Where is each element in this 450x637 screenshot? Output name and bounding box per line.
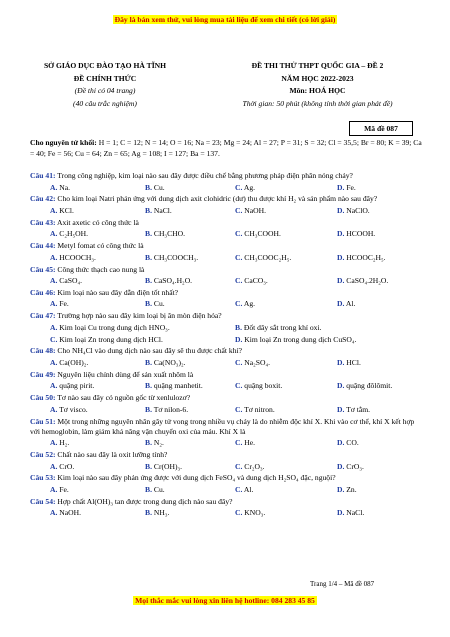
option-key: A. [50, 404, 58, 414]
answer-option[interactable] [50, 381, 94, 391]
option-key: D. [337, 508, 345, 518]
option-key: D. [337, 404, 345, 414]
option-key: B. [145, 299, 152, 309]
answer-option[interactable] [235, 299, 255, 309]
question-text: Tơ nào sau đây có nguồn gốc từ xenlulozơ? [55, 393, 191, 403]
option-key: A. [50, 252, 58, 262]
question-list [30, 171, 422, 520]
answer-option[interactable] [337, 358, 361, 368]
option-key: A. [50, 461, 58, 471]
option-text: NaCl. [346, 508, 365, 518]
option-text: Ag. [243, 299, 256, 309]
option-key: B. [145, 205, 152, 215]
question-number: Câu 51: [30, 416, 56, 426]
option-key: D. [337, 438, 345, 448]
question-stem [30, 288, 422, 298]
answer-option[interactable] [50, 229, 88, 239]
answer-option[interactable] [145, 462, 182, 472]
exam-title: ĐỀ THI THỬ THPT QUỐC GIA – ĐỀ 2 [251, 61, 384, 70]
answer-options [50, 405, 422, 415]
option-key: D. [337, 299, 345, 309]
answer-option[interactable] [145, 438, 164, 448]
option-text: Đốt dây sắt trong khí oxi. [243, 322, 322, 332]
option-text: HCOOCH₃. [59, 252, 96, 262]
answer-option[interactable] [235, 462, 265, 472]
question-number: Câu 52: [30, 449, 56, 459]
option-key: B. [145, 484, 152, 494]
option-text: NH₃. [153, 508, 170, 518]
answer-option[interactable] [235, 405, 275, 415]
option-key: D. [235, 334, 243, 344]
option-key: A. [50, 484, 58, 494]
option-key: C. [235, 299, 243, 309]
option-key: D. [337, 182, 345, 192]
question-text: Một trong những nguyên nhân gây tử vong trong nhiều vụ cháy là do nhiễm độc khí X. Khi vào cơ thể, khí X kết hợp với hemoglobin, làm giảm khả năng vận chuyển oxi của máu. Khí X là [30, 416, 415, 436]
option-key: B. [145, 358, 152, 367]
option-key: D. [337, 461, 345, 471]
answer-option[interactable] [50, 508, 81, 518]
option-key: D. [337, 252, 345, 262]
answer-option[interactable] [337, 508, 364, 518]
subject: Môn: HOÁ HỌC [289, 86, 346, 95]
answer-option[interactable] [235, 276, 268, 286]
atomic-masses-text: H = 1; C = 12; N = 14; O = 16; Na = 23; Mg = 24; Al = 27; P = 31; S = 32; Cl = 35,5; Br = 80; K = 39; Ca = 40; Fe = 56; Cu = 64; Zn = 65; Ag = 108; I = 127; Ba = 137. [30, 138, 422, 158]
question-stem [30, 218, 422, 228]
atomic-masses-label: Cho nguyên tử khối: [30, 138, 97, 147]
option-text: KCl. [59, 205, 74, 215]
option-text: Cu. [153, 299, 165, 309]
answer-options [50, 438, 422, 448]
answer-option[interactable] [235, 183, 255, 193]
answer-option[interactable] [50, 335, 163, 345]
answer-option[interactable] [235, 229, 281, 239]
option-text: Tơ tằm. [346, 404, 370, 414]
question-stem [30, 450, 422, 460]
answer-option[interactable] [145, 229, 185, 239]
answer-options [50, 299, 422, 309]
option-text: Ag. [243, 182, 256, 192]
question-stem [30, 311, 422, 321]
answer-options [50, 183, 422, 193]
option-text: quặng pirit. [59, 381, 95, 391]
answer-option[interactable] [50, 358, 88, 368]
question-text: Cho kim loại Natri phản ứng với dung dịch axit clohidric (dư) thu được khí H₂ và sản phẩm nào sau đây? [55, 194, 378, 204]
option-key: B. [145, 182, 152, 192]
option-key: D. [337, 205, 345, 215]
option-text: CH₃CHO. [153, 229, 186, 239]
answer-option[interactable] [337, 438, 359, 448]
option-key: B. [145, 381, 152, 391]
option-text: Fe. [59, 484, 69, 494]
option-key: B. [145, 229, 152, 239]
question-text: Nguyên liệu chính dùng để sản xuất nhôm là [55, 369, 194, 379]
answer-option[interactable] [337, 405, 370, 415]
question-stem [30, 417, 422, 437]
question-stem [30, 393, 422, 403]
question-text: Trường hợp nào sau đây kim loại bị ăn mòn điện hóa? [55, 311, 222, 321]
answer-option[interactable] [145, 405, 188, 415]
answer-options [50, 276, 422, 286]
question-stem [30, 241, 422, 251]
answer-option[interactable] [337, 462, 364, 472]
option-key: B. [145, 438, 152, 448]
option-key: B. [235, 322, 242, 332]
question-number: Câu 45: [30, 264, 56, 274]
option-text: Ca(NO₃)₂. [153, 358, 186, 367]
option-key: A. [50, 299, 58, 309]
answer-option[interactable] [145, 381, 203, 391]
question-text: Hợp chất Al(OH)₃ tan được trong dung dịch nào sau đây? [55, 496, 233, 506]
answer-option[interactable] [235, 335, 356, 345]
option-text: He. [244, 438, 256, 448]
option-text: Zn. [346, 484, 357, 494]
option-text: NaCl. [153, 205, 172, 215]
option-key: A. [50, 205, 58, 215]
question-text: Trong công nghiệp, kim loại nào sau đây được điều chế bằng phương pháp điện phân nóng chảy? [55, 171, 353, 180]
question-text: Kim loại nào sau đây dẫn điện tốt nhất? [55, 287, 179, 297]
option-key: D. [337, 358, 345, 367]
option-text: CaSO₄. [59, 276, 82, 286]
answer-option[interactable] [145, 276, 192, 286]
answer-option[interactable] [145, 508, 169, 518]
option-text: Kim loại Cu trong dung dịch HNO₃. [59, 322, 170, 332]
option-text: KNO₃. [244, 508, 266, 518]
question-stem [30, 473, 422, 483]
answer-option[interactable] [337, 381, 392, 391]
answer-option[interactable] [337, 253, 386, 263]
option-text: Cr(OH)₃. [153, 461, 183, 471]
option-text: Cu. [153, 182, 165, 192]
option-key: A. [50, 508, 58, 518]
option-key: A. [50, 276, 58, 286]
option-text: HCOOH. [346, 229, 376, 239]
question-number: Câu 47: [30, 311, 56, 321]
answer-option[interactable] [235, 358, 270, 368]
answer-option[interactable] [50, 405, 88, 415]
question-number: Câu 48: [30, 346, 56, 356]
answer-options [50, 508, 422, 518]
option-key: C. [235, 381, 243, 391]
option-text: CrO₃. [346, 461, 364, 471]
school-year: NĂM HỌC 2022-2023 [281, 73, 354, 83]
answer-option[interactable] [337, 229, 375, 239]
question-text: Công thức thạch cao nung là [55, 264, 145, 274]
question-count: (40 câu trắc nghiệm) [73, 98, 137, 108]
answer-option[interactable] [337, 276, 388, 286]
answer-option[interactable] [337, 183, 356, 193]
official-label: ĐỀ CHÍNH THỨC [73, 73, 137, 83]
hotline-banner [0, 590, 450, 608]
question-text: Kim loại nào sau đây phản ứng được với dung dịch FeSO₄ và dung dịch H₂SO₄ đặc, nguội? [55, 473, 336, 483]
department-name: SỞ GIÁO DỤC ĐÀO TẠO HÀ TĨNH [43, 61, 167, 70]
answer-option[interactable] [337, 299, 355, 309]
option-text: quặng boxit. [244, 381, 283, 391]
option-key: C. [235, 252, 243, 262]
answer-option[interactable] [337, 485, 357, 495]
question-number: Câu 54: [30, 496, 56, 506]
option-text: NaClO. [346, 205, 370, 215]
question-stem [30, 497, 422, 507]
option-text: Fe. [346, 182, 356, 192]
question-number: Câu 46: [30, 287, 56, 297]
option-text: CO. [346, 438, 359, 448]
option-text: CH₃COOC₂H₅. [244, 252, 292, 262]
option-key: A. [50, 182, 58, 192]
answer-option[interactable] [50, 323, 170, 333]
question-number: Câu 44: [30, 241, 56, 251]
answer-option[interactable] [50, 438, 69, 448]
option-key: C. [235, 404, 243, 414]
answer-option[interactable] [337, 206, 370, 216]
option-text: Tơ nilon-6. [153, 404, 189, 414]
option-key: B. [145, 276, 152, 286]
option-text: C₂H₅OH. [59, 229, 89, 239]
question-stem [30, 346, 422, 356]
page-count: (Đề thi có 04 trang) [74, 86, 136, 95]
option-key: C. [235, 484, 243, 494]
option-text: CaSO₄.H₂O. [153, 276, 193, 286]
answer-options [50, 229, 422, 239]
answer-options [50, 335, 422, 345]
option-key: D. [337, 381, 345, 391]
option-key: A. [50, 381, 58, 391]
time-limit: Thời gian: 50 phút (không tính thời gian phát đề) [242, 98, 393, 108]
hotline-text: Mọi thắc mắc vui lòng xin liên hệ hotline: 084 283 45 85 [135, 596, 315, 605]
question-text: Axit axetic có công thức là [55, 217, 139, 227]
answer-options [50, 462, 422, 472]
question-stem [30, 171, 422, 181]
option-key: A. [50, 358, 58, 367]
answer-option[interactable] [145, 183, 165, 193]
answer-option[interactable] [235, 508, 265, 518]
option-text: CaSO₄.2H₂O. [346, 276, 389, 286]
option-key: D. [337, 484, 345, 494]
question-number: Câu 42: [30, 194, 56, 204]
option-text: Tơ nitron. [244, 404, 275, 414]
question-number: Câu 53: [30, 473, 56, 483]
answer-options [50, 206, 422, 216]
option-key: D. [337, 276, 345, 286]
option-text: Kim loại Zn trong dung dịch HCl. [59, 334, 163, 344]
answer-option[interactable] [50, 299, 69, 309]
answer-option[interactable] [235, 485, 253, 495]
preview-banner-text: Đây là bản xem thử, vui lòng mua tài liệu để xem chi tiết (có lời giải) [114, 15, 336, 24]
preview-banner [0, 9, 450, 27]
option-text: HCOOC₂H₅. [346, 252, 386, 262]
atomic-masses [30, 138, 422, 159]
option-text: quặng manhetit. [153, 381, 203, 391]
option-text: CH₃COOCH₃. [153, 252, 199, 262]
option-text: Tơ visco. [59, 404, 88, 414]
option-text: H₂. [59, 438, 70, 448]
option-key: A. [50, 438, 58, 448]
header-right [195, 60, 440, 110]
option-text: Na. [59, 182, 71, 192]
question-stem [30, 370, 422, 380]
answer-option[interactable] [235, 438, 255, 448]
answer-options [50, 358, 422, 368]
option-text: Na₂SO₄. [244, 358, 271, 367]
option-key: D. [337, 229, 345, 239]
answer-option[interactable] [235, 381, 282, 391]
answer-option[interactable] [50, 253, 96, 263]
option-text: Al. [243, 484, 254, 494]
option-text: Cr₂O₃. [244, 461, 265, 471]
answer-options [50, 381, 422, 391]
answer-option[interactable] [50, 462, 74, 472]
option-key: A. [50, 322, 58, 332]
answer-option[interactable] [145, 358, 186, 368]
answer-options [50, 485, 422, 495]
option-text: N₂. [153, 438, 164, 448]
question-text: Cho NH₄Cl vào dung dịch nào sau đây sẽ thu được chất khí? [55, 346, 242, 356]
option-text: NaOH. [244, 205, 267, 215]
answer-option[interactable] [235, 253, 291, 263]
option-text: CH₃COOH. [244, 229, 281, 239]
answer-option[interactable] [145, 485, 165, 495]
question-text: Chất nào sau đây là oxit lưỡng tính? [55, 449, 168, 459]
question-text: Metyl fomat có công thức là [55, 241, 144, 251]
question-stem [30, 265, 422, 275]
option-key: B. [145, 252, 152, 262]
option-key: C. [235, 461, 243, 471]
option-key: C. [50, 334, 58, 344]
option-key: B. [145, 508, 152, 518]
question-number: Câu 50: [30, 393, 56, 403]
answer-option[interactable] [50, 206, 74, 216]
page-footer: Trang 1/4 – Mã đề 087 [310, 580, 375, 588]
option-text: quặng đôlômit. [346, 381, 393, 391]
answer-options [50, 323, 422, 333]
header-left [30, 60, 180, 110]
option-key: C. [235, 508, 243, 518]
answer-option[interactable] [50, 485, 69, 495]
option-text: HCl. [346, 358, 361, 367]
option-key: A. [50, 229, 58, 239]
option-text: Kim loại Zn trong dung dịch CuSO₄. [244, 334, 357, 344]
option-key: B. [145, 461, 152, 471]
option-key: C. [235, 229, 243, 239]
option-key: C. [235, 276, 243, 286]
option-text: Al. [345, 299, 356, 309]
option-text: CaCO₃. [244, 276, 268, 286]
option-text: NaOH. [59, 508, 82, 518]
answer-option[interactable] [145, 206, 172, 216]
option-key: C. [235, 358, 243, 367]
question-stem [30, 194, 422, 204]
option-text: Cu. [153, 484, 165, 494]
option-key: B. [145, 404, 152, 414]
exam-code-box: Mã đề 087 [349, 121, 413, 136]
question-number: Câu 49: [30, 369, 56, 379]
option-key: C. [235, 182, 243, 192]
answer-option[interactable] [235, 323, 322, 333]
option-key: C. [235, 438, 243, 448]
answer-option[interactable] [235, 206, 266, 216]
answer-options [50, 253, 422, 263]
answer-option[interactable] [50, 276, 82, 286]
option-key: C. [235, 205, 243, 215]
answer-option[interactable] [145, 299, 165, 309]
answer-option[interactable] [145, 253, 198, 263]
option-text: Fe. [59, 299, 69, 309]
question-number: Câu 41: [30, 171, 56, 180]
answer-option[interactable] [50, 183, 70, 193]
question-number: Câu 43: [30, 217, 56, 227]
option-text: Ca(OH)₂. [59, 358, 89, 367]
option-text: CrO. [59, 461, 75, 471]
